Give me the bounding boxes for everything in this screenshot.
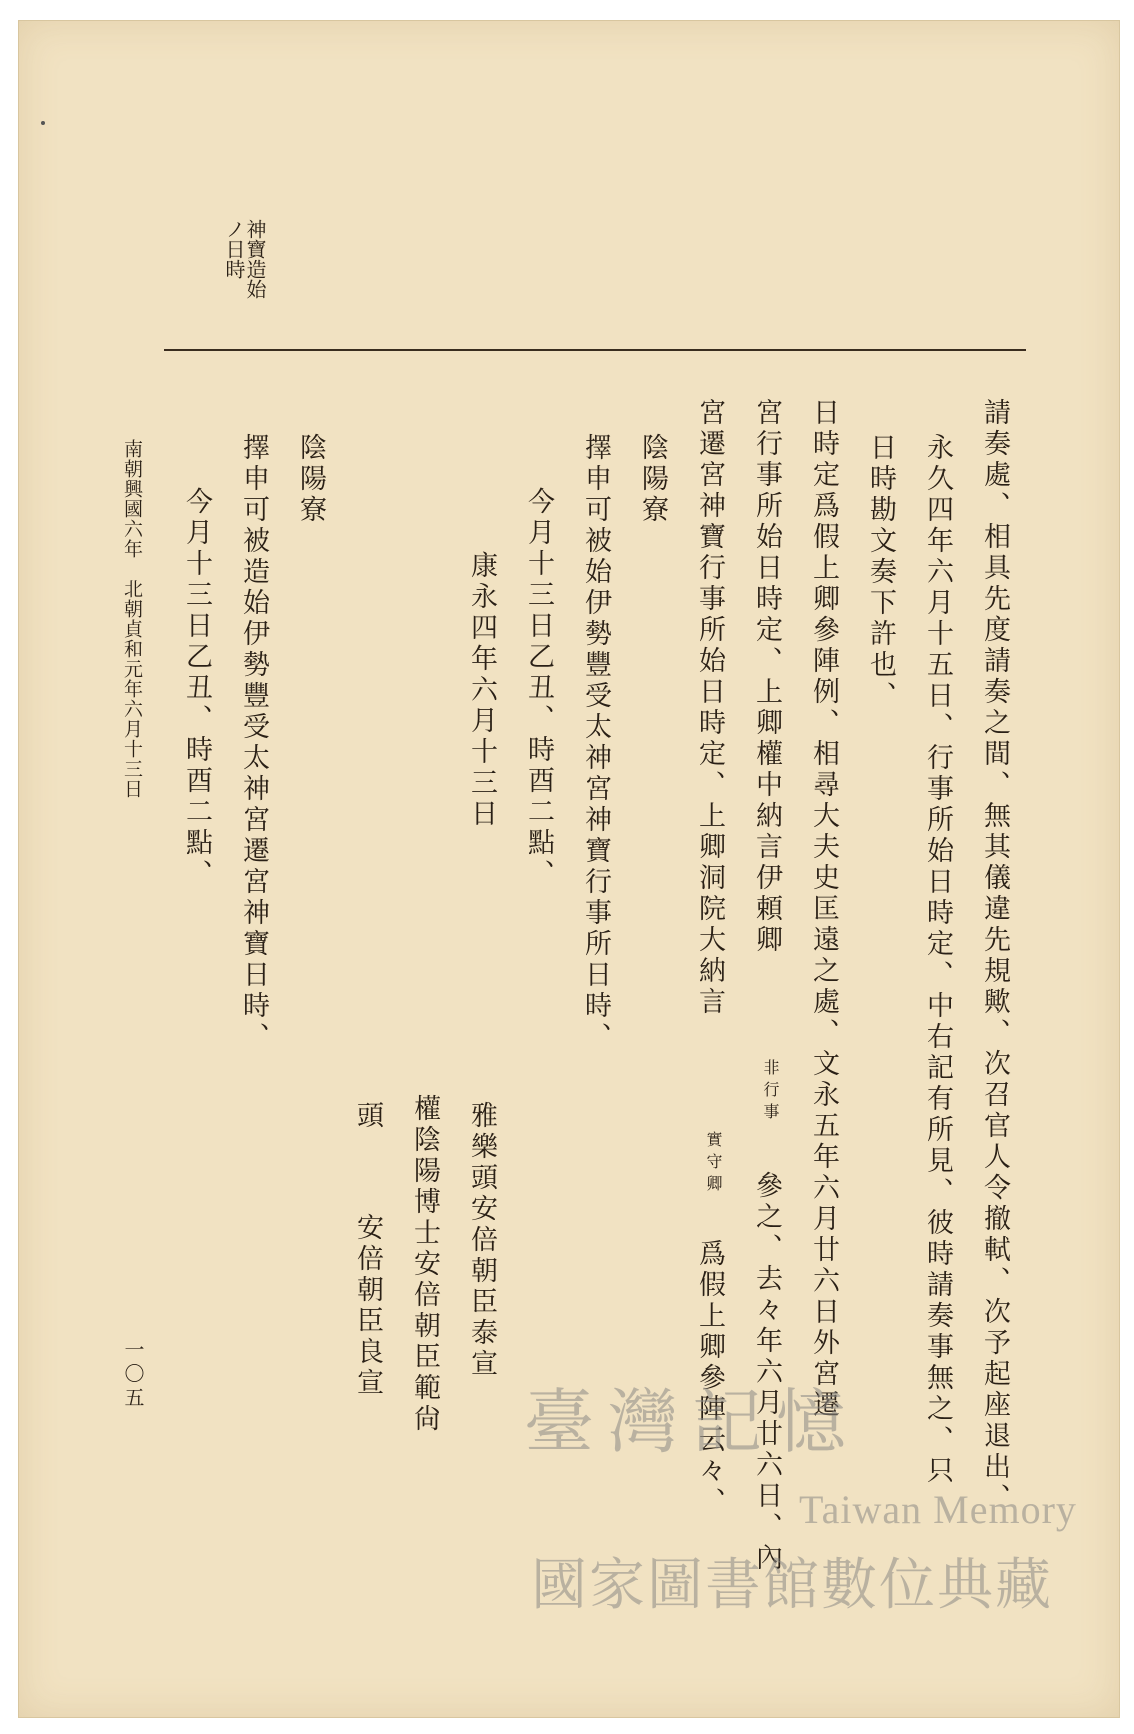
text-column-10: 康永四年六月十三日	[466, 551, 497, 830]
text-column-6-subnote: 實守卿	[704, 1131, 723, 1197]
text-column-9: 今月十三日乙丑、時酉二點、	[523, 487, 554, 890]
page-number: 一〇五	[121, 1339, 145, 1411]
text-column-16: 今月十三日乙丑、時酉二點、	[181, 487, 212, 890]
footer-date: 南朝興國六年 北朝貞和元年六月十三日	[121, 439, 143, 799]
text-column-1: 請奏處、相具先度請奏之間、無其儀違先規歟、次召官人令撤軾、次予起座退出、	[979, 398, 1010, 1514]
header-rule	[164, 349, 1026, 351]
text-column-6b: 爲假上卿參陣云々、	[694, 1239, 725, 1518]
watermark-english: Taiwan Memory	[799, 1487, 1077, 1532]
text-column-7: 陰陽寮	[637, 433, 668, 526]
margin-note: 神寶造始ノ日時	[222, 219, 267, 299]
text-column-15: 擇申可被造始伊勢豐受太神宮遷宮神寶日時、	[238, 433, 269, 1053]
text-column-4: 日時定爲假上卿參陣例、相尋大夫史匡遠之處、文永五年六月廿六日外宮遷	[808, 398, 839, 1421]
signature-1: 雅樂頭安倍朝臣泰宣	[466, 1101, 497, 1380]
text-column-2: 永久四年六月十五日、行事所始日時定、中右記有所見、彼時請奏事無之、只	[922, 433, 953, 1487]
watermark-logo: 臺灣記憶	[524, 1381, 860, 1463]
text-column-5b: 參之、去々年六月廿六日、內	[751, 1171, 782, 1574]
watermark-library: 國家圖書館數位典藏	[531, 1553, 1053, 1618]
signature-3-name: 安倍朝臣良宣	[352, 1213, 383, 1399]
document-page	[18, 20, 1120, 1718]
text-column-3: 日時勘文奏下許也、	[865, 433, 896, 712]
text-column-5a: 宮行事所始日時定、上卿權中納言伊頼卿	[751, 398, 782, 956]
text-column-5-subnote: 非行事	[761, 1059, 780, 1125]
text-column-14: 陰陽寮	[295, 433, 326, 526]
ink-speck	[41, 121, 45, 125]
signature-3-title: 頭	[352, 1101, 383, 1132]
signature-2: 權陰陽博士安倍朝臣範尙	[409, 1094, 440, 1435]
text-column-6a: 宮遷宮神寶行事所始日時定、上卿洞院大納言	[694, 398, 725, 1018]
text-column-8: 擇申可被始伊勢豐受太神宮神寶行事所日時、	[580, 433, 611, 1053]
